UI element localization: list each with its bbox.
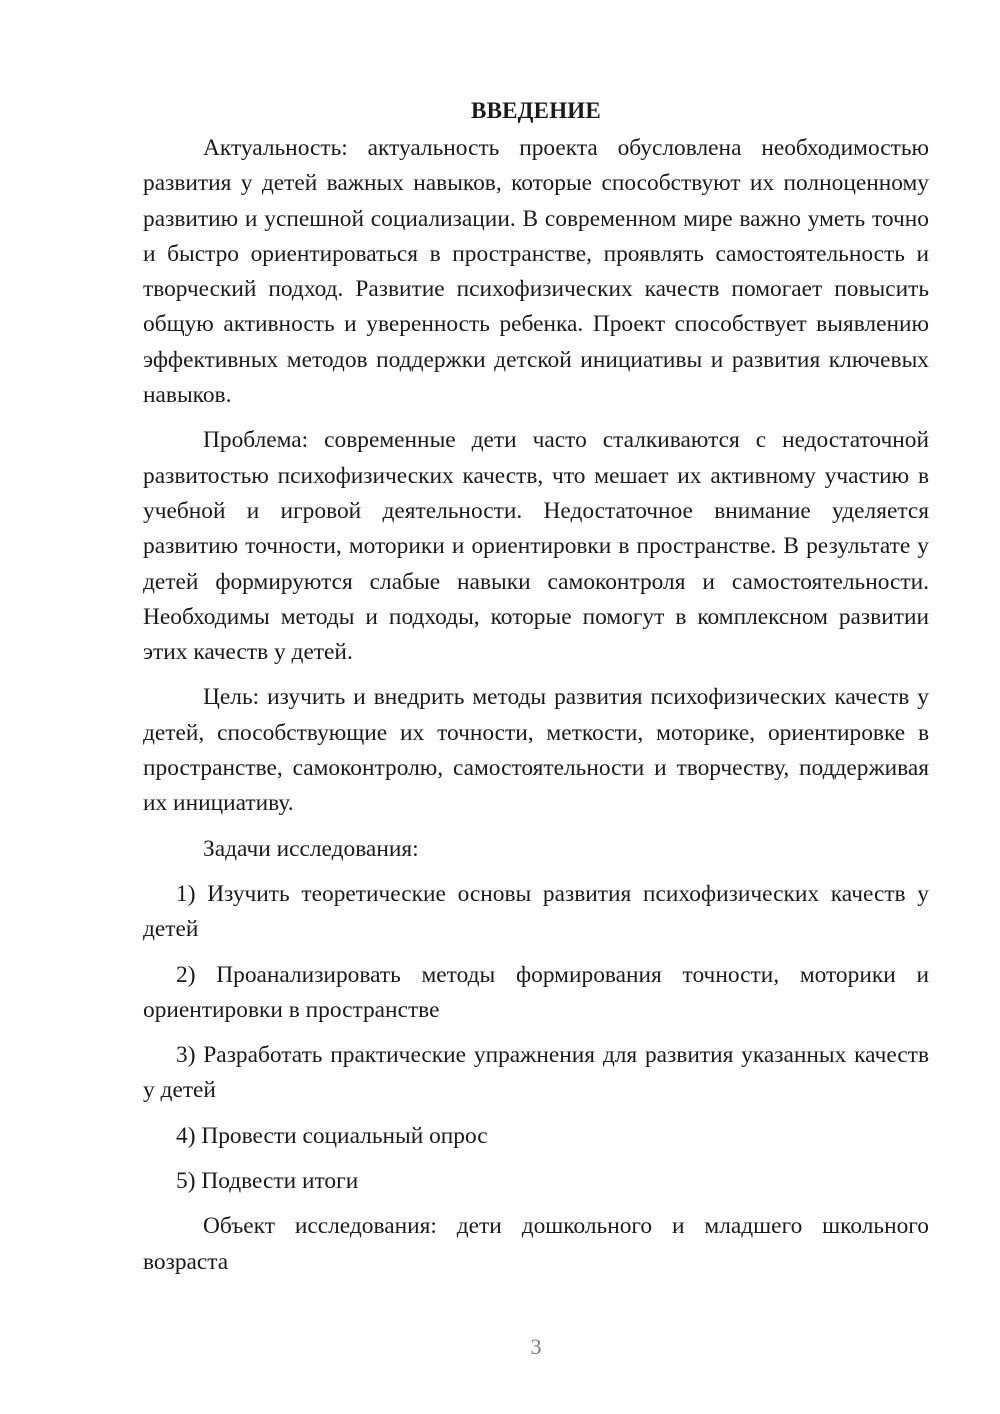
goal-paragraph: Цель: изучить и внедрить методы развития психофизических качеств у детей, способствующие их точности, меткости, моторике, ориентировке в пространстве, самоконтролю, самостоятельности и творчеству, поддерживая их инициативу. <box>143 684 929 817</box>
page-number: 3 <box>530 1334 542 1359</box>
tasks-heading: Задачи исследования: <box>203 835 419 862</box>
document-page <box>143 96 929 1280</box>
section-heading: ВВЕДЕНИЕ <box>471 98 601 123</box>
relevance-paragraph: Актуальность: актуальность проекта обусловлена необходимостью развития у детей важных навыков, которые способствуют их полноценному развитию и успешной социализации. В современном мире важно уметь точно и быстро ориентироваться в пространстве, проявлять самостоятельность и творческий подход. Развитие психофизических качеств помогает повысить общую активность и уверенность ребенка. Проект способствует выявлению эффективных методов поддержки детской инициативы и развития ключевых навыков. <box>143 135 929 409</box>
task-item-1: 1) Изучить теоретические основы развития психофизических качеств у детей <box>143 880 929 943</box>
problem-paragraph: Проблема: современные дети часто сталкиваются с недостаточной развитостью психофизических качеств, что мешает их активному участию в учебной и игровой деятельности. Недостаточное внимание уделяется развитию точности, моторики и ориентировки в пространстве. В результате у детей формируются слабые навыки самоконтроля и самостоятельности. Необходимы методы и подходы, которые помогут в комплексном развитии этих качеств у детей. <box>143 427 929 666</box>
task-item-3: 3) Разработать практические упражнения для развития указанных качеств у детей <box>143 1042 929 1104</box>
task-item-2: 2) Проанализировать методы формирования точности, моторики и ориентировки в пространстве <box>143 961 929 1023</box>
task-item-4: 4) Провести социальный опрос <box>176 1122 488 1149</box>
object-paragraph: Объект исследования: дети дошкольного и младшего школьного возраста <box>143 1213 929 1275</box>
task-item-5: 5) Подвести итоги <box>176 1168 359 1195</box>
